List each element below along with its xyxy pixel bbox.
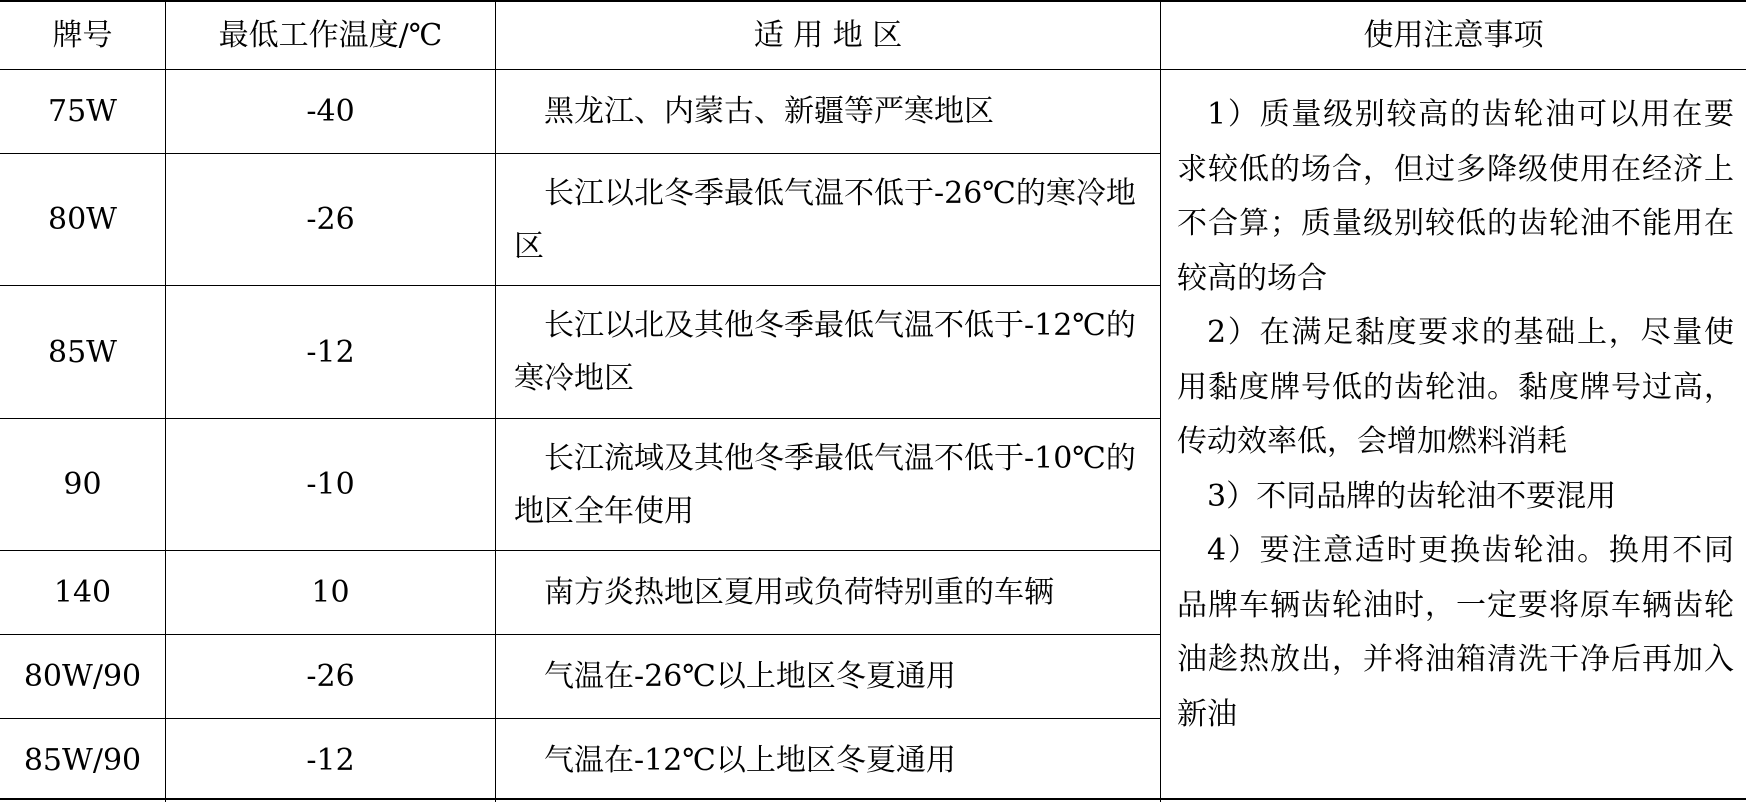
table-row-min-temp: -26 — [166, 154, 496, 286]
table-row-area — [496, 419, 1161, 551]
note-item: 2）在满足黏度要求的基础上，尽量使用黏度牌号低的齿轮油。黏度牌号过高，传动效率低，会增加燃料消耗 — [1177, 315, 1734, 459]
notes-cell — [1161, 70, 1746, 802]
table-row-grade: 140 — [0, 551, 166, 635]
note-item: 4）要注意适时更换齿轮油。换用不同品牌车辆齿轮油时，一定要将原车辆齿轮油趁热放出，并将油箱清洗干净后再加入新油 — [1177, 533, 1734, 732]
area-text: 长江流域及其他冬季最低气温不低于-10℃的地区全年使用 — [514, 440, 1136, 529]
table-row-min-temp: -26 — [166, 635, 496, 719]
header-grade: 牌号 — [0, 2, 166, 70]
area-text: 南方炎热地区夏用或负荷特别重的车辆 — [544, 575, 1054, 610]
table-row-area — [496, 70, 1161, 154]
notes-list — [1177, 88, 1734, 742]
table-row-area — [496, 719, 1161, 802]
table-row-grade: 80W/90 — [0, 635, 166, 719]
table-row-area — [496, 551, 1161, 635]
area-text: 长江以北及其他冬季最低气温不低于-12℃的寒冷地区 — [514, 308, 1136, 396]
table-row-grade: 85W/90 — [0, 719, 166, 802]
note-item: 3）不同品牌的齿轮油不要混用 — [1207, 478, 1617, 514]
area-text: 气温在-26℃以上地区冬夏通用 — [544, 659, 956, 694]
table-row-min-temp: -10 — [166, 419, 496, 551]
header-notes: 使用注意事项 — [1161, 2, 1746, 70]
table-row-min-temp: -12 — [166, 719, 496, 802]
table-row-min-temp: 10 — [166, 551, 496, 635]
table-row-min-temp: -12 — [166, 286, 496, 419]
table-row-min-temp: -40 — [166, 70, 496, 154]
table-row-grade: 75W — [0, 70, 166, 154]
area-text: 长江以北冬季最低气温不低于-26℃的寒冷地区 — [514, 175, 1136, 264]
note-item: 1）质量级别较高的齿轮油可以用在要求较低的场合，但过多降级使用在经济上不合算；质量级别较低的齿轮油不能用在较高的场合 — [1177, 97, 1734, 296]
area-text: 黑龙江、内蒙古、新疆等严寒地区 — [544, 94, 994, 129]
area-text: 气温在-12℃以上地区冬夏通用 — [544, 743, 956, 778]
header-area: 适 用 地 区 — [496, 2, 1161, 70]
table-row-area — [496, 286, 1161, 419]
table-row-area — [496, 635, 1161, 719]
header-min-temp: 最低工作温度/℃ — [166, 2, 496, 70]
table-row-grade: 80W — [0, 154, 166, 286]
table-row-area — [496, 154, 1161, 286]
table-row-grade: 85W — [0, 286, 166, 419]
table-row-grade: 90 — [0, 419, 166, 551]
